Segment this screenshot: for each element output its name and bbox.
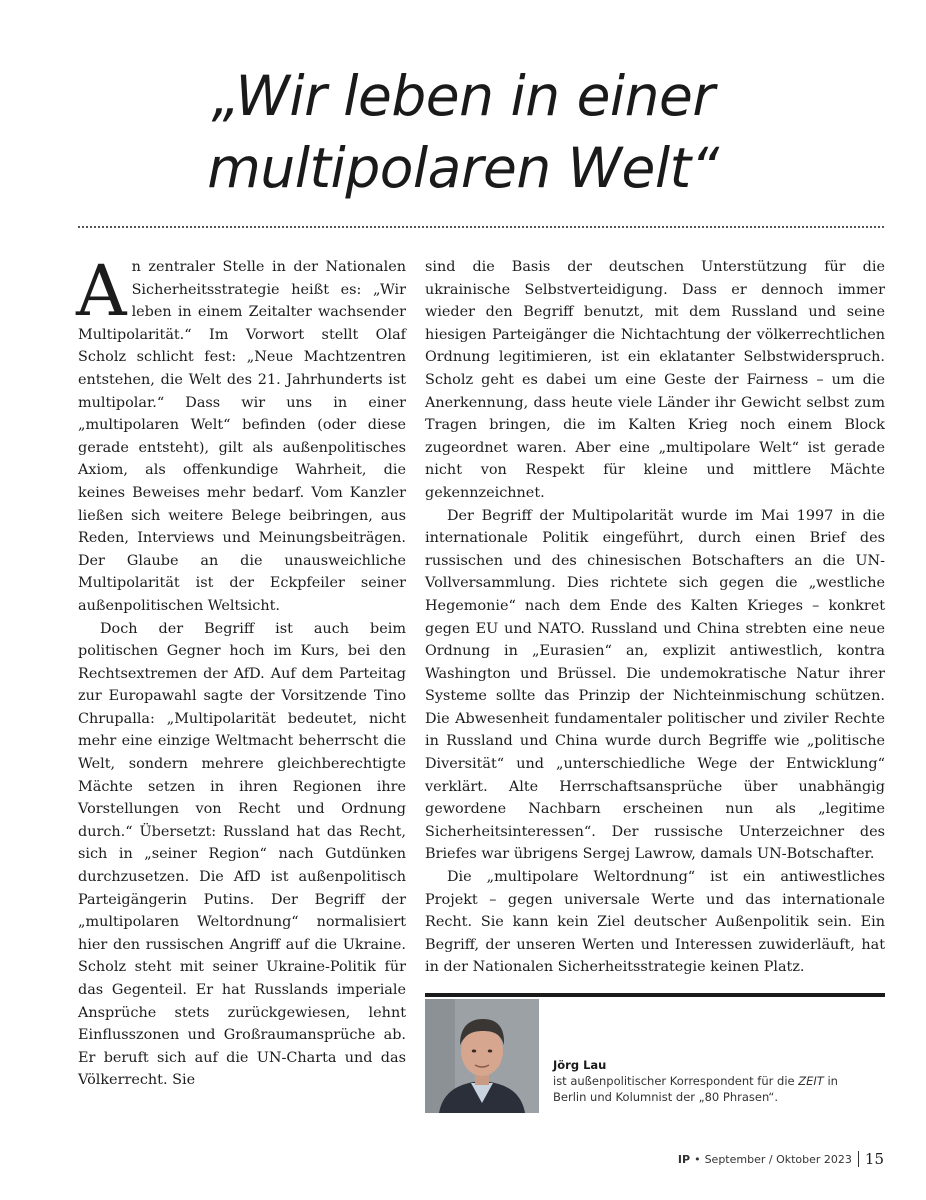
- headline-line-2: multipolaren Welt“: [207, 136, 719, 200]
- author-name: Jörg Lau: [553, 1058, 607, 1072]
- headline-line-1: „Wir leben in einer: [211, 64, 715, 128]
- page-number: 15: [864, 1150, 884, 1168]
- headline-divider: [78, 226, 884, 228]
- article-paragraph: [76, 250, 406, 618]
- article-paragraph: sind die Basis der deutschen Unterstützung für die ukrainische Selbstverteidigung. Dass er dennoch immer wieder den Begriff benutzt, mit dem Russland und seine hiesigen Parteigänger die Nichtachtung der völkerrechtlichen Ordnung legitimieren, ist ein eklatanter Selbstwiderspruch. Scholz geht es dabei um eine Geste der Fairness – um die Anerkennung, dass heute viele Länder ihr Gewicht selbst zum Tragen bringen, die im Kalten Krieg noch einem Block zugeordnet waren. Aber eine „multipolare Welt“ ist gerade nicht von Respekt für kleine und mittlere Mächte gekennzeichnet.: [425, 259, 885, 501]
- issue-date: September / Oktober 2023: [704, 1152, 852, 1166]
- author-box-rule: [425, 993, 885, 997]
- author-portrait-illustration: [425, 999, 539, 1113]
- paragraph-text: n zentraler Stelle in der Nationalen Sicherheitsstrategie heißt es: „Wir leben in einem Zeitalter wachsender Multipolarität.“ Im Vorwort stellt Olaf Scholz schlicht fest: „Neue Machtzentren entstehen, die Welt des 21. Jahrhunderts ist multipolar.“ Dass wir uns in einer „multipolaren Welt“ befinden (oder diese gerade entsteht), gilt als außenpolitisches Axiom, als offenkundige Wahrheit, die keines Beweises mehr bedarf. Vom Kanzler ließen sich weitere Belege beibringen, aus Reden, Interviews und Meinungsbeiträgen. Der Glaube an die unausweichliche Multipolarität ist der Eckpfeiler seiner außenpolitischen Weltsicht.: [78, 259, 406, 614]
- footer-bullet: •: [694, 1152, 701, 1166]
- article-paragraph: Die „multipolare Weltordnung“ ist ein antiwestliches Projekt – gegen universale Werte und das internationale Recht. Sie kann kein Ziel deutscher Außenpolitik sein. Ein Begriff, der unseren Werten und Interessen zuwiderläuft, hat in der Nationalen Sicherheitsstrategie keinen Platz.: [425, 869, 885, 976]
- author-bio: ist außenpolitischer Korrespondent für die ZEIT in Berlin und Kolumnist der „80 Phrasen“.: [553, 1074, 838, 1104]
- article-column-left: [76, 250, 406, 1092]
- publication-name: ZEIT: [798, 1074, 824, 1088]
- article-paragraph: Der Begriff der Multipolarität wurde im Mai 1997 in die internationale Politik eingeführt, durch einen Brief des russischen und des chinesischen Botschafters an die UN-Vollversammlung. Dies richtete sich gegen die „westliche Hegemonie“ nach dem Ende des Kalten Krieges – konkret gegen EU und NATO. Russland und China strebten eine neue Ordnung in „Eurasien“ an, explizit antiwestlich, kontra Washington und Brüssel. Die undemokratische Natur ihrer Systeme sollte das Prinzip der Nichteinmischung schützen. Die Abwesenheit fundamentaler politischer und ziviler Rechte in Russland und China wurde durch Begriffe wie „politische Diversität“ und „unterschiedliche Wege der Entwicklung“ verklärt. Alte Herrschaftsansprüche über unabhängig gewordene Nachbarn erscheinen nun als „legitime Sicherheitsinteressen“. Der russische Unterzeichner des Briefes war übrigens Sergej Lawrow, damals UN-Botschafter.: [425, 507, 885, 863]
- magazine-name: IP: [677, 1152, 691, 1166]
- page-footer: [678, 1150, 884, 1168]
- drop-cap: A: [76, 250, 127, 332]
- author-photo: [425, 999, 539, 1113]
- article-headline: [0, 60, 926, 204]
- article-paragraph: Doch der Begriff ist auch beim politischen Gegner hoch im Kurs, bei den Rechtsextremen der AfD. Auf dem Parteitag zur Europawahl sagte der Vorsitzende Tino Chrupalla: „Multipolarität bedeutet, nicht mehr eine einzige Weltmacht beherrscht die Welt, sondern mehrere gleichberechtigte Mächte setzen in ihren Regionen ihre Vorstellungen von Recht und Ordnung durch.“ Übersetzt: Russland hat das Recht, sich in „seiner Region“ nach Gutdünken durchzusetzen. Die AfD ist außenpolitisch Parteigängerin Putins. Der Begriff der „multipolaren Weltordnung“ normalisiert hier den russischen Angriff auf die Ukraine. Scholz steht mit seiner Ukraine-Politik für das Gegenteil. Er hat Russlands imperiale Ansprüche stets zurückgewiesen, lehnt Einflusszonen und Großraumansprüche ab. Er beruft sich auf die UN-Charta und das Völkerrecht. Sie: [78, 620, 406, 1089]
- article-column-right: [425, 256, 885, 979]
- footer-separator: [858, 1151, 859, 1167]
